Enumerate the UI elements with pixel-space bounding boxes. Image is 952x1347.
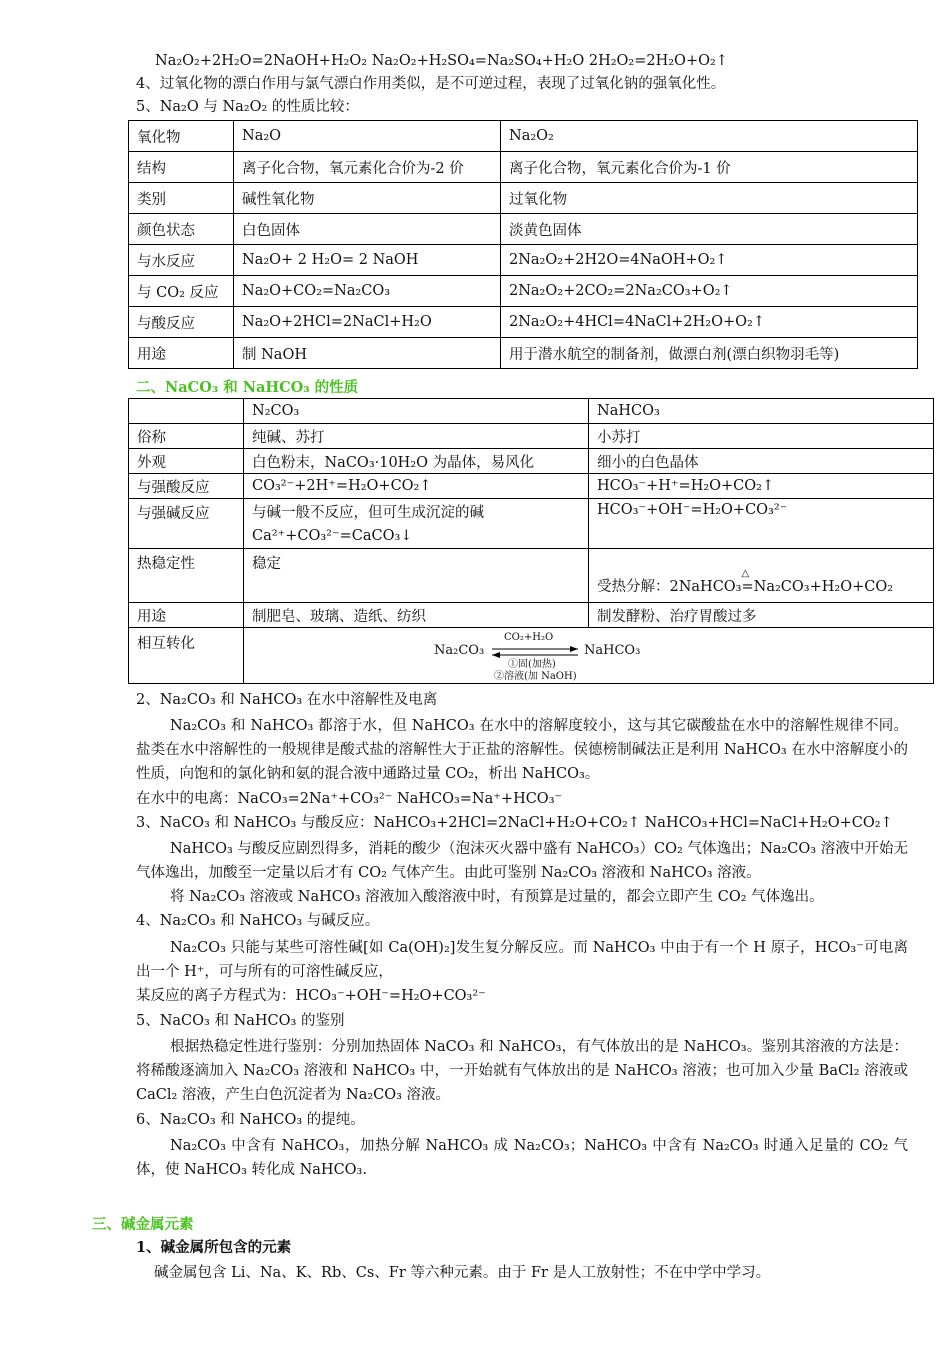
cell: 碱性氧化物 bbox=[234, 183, 501, 214]
cell: 与 CO₂ 反应 bbox=[129, 276, 234, 307]
cell: NaHCO₃ bbox=[589, 399, 934, 424]
para-base-reaction: Na₂CO₃ 只能与某些可溶性碱[如 Ca(OH)₂]发生复分解反应。而 NaHCO₃ 中由于有一个 H 原子，HCO₃⁻可电离出一个 H⁺，可与所有的可溶性碱反应， bbox=[136, 940, 908, 980]
cell: 离子化合物，氧元素化合价为-2 价 bbox=[234, 152, 501, 183]
nahco3-label: NaHCO₃ bbox=[584, 643, 641, 658]
cell: 2Na₂O₂+2CO₂=2Na₂CO₃+O₂↑ bbox=[501, 276, 918, 307]
cell: 稳定 bbox=[244, 549, 589, 603]
cell: Na₂O+ 2 H₂O= 2 NaOH bbox=[234, 245, 501, 276]
cell: 用于潜水航空的制备剂，做漂白剂(漂白织物羽毛等) bbox=[501, 338, 918, 369]
cell bbox=[129, 399, 244, 424]
cell: 与强碱反应 bbox=[129, 499, 244, 549]
table-row bbox=[129, 399, 934, 424]
na2co3-label: Na₂CO₃ bbox=[434, 643, 485, 658]
item-4: 4、过氧化物的漂白作用与氯气漂白作用类似，是不可逆过程，表现了过氧化钠的强氧化性。 bbox=[136, 76, 726, 92]
cell: 热稳定性 bbox=[129, 549, 244, 603]
table-row bbox=[129, 628, 934, 684]
para-heading-6: 6、Na₂CO₃ 和 NaHCO₃ 的提纯。 bbox=[136, 1112, 365, 1128]
table-row bbox=[129, 245, 918, 276]
para-acid-reaction: NaHCO₃ 与酸反应剧烈得多，消耗的酸少（泡沫灭火器中盛有 NaHCO₃）CO₂ 气体逸出；Na₂CO₃ 溶液中开始无气体逸出，加酸至一定量以后才有 CO₂ 气体产生。由此可鉴别 Na₂CO₃ 溶液和 NaHCO₃ 溶液。 bbox=[136, 841, 908, 881]
cell: 俗称 bbox=[129, 424, 244, 449]
cell: 外观 bbox=[129, 449, 244, 474]
cell: 相互转化 bbox=[129, 628, 244, 684]
cell: 制发酵粉、治疗胃酸过多 bbox=[589, 603, 934, 628]
cell: CO₃²⁻+2H⁺=H₂O+CO₂↑ bbox=[244, 474, 589, 499]
item-5: 5、Na₂O 与 Na₂O₂ 的性质比较： bbox=[136, 99, 359, 115]
cell: 2Na₂O₂+2H2O=4NaOH+O₂↑ bbox=[501, 245, 918, 276]
decompose-products: =Na₂CO₃+H₂O+CO₂ bbox=[741, 579, 894, 595]
cell: 白色固体 bbox=[234, 214, 501, 245]
arrow-bottom-label: ②溶液(加 NaOH) bbox=[494, 671, 577, 682]
para-acid-note: 将 Na₂CO₃ 溶液或 NaHCO₃ 溶液加入酸溶液中时，有预算是过量的，都会立即产生 CO₂ 气体逸出。 bbox=[170, 889, 824, 905]
cell: 小苏打 bbox=[589, 424, 934, 449]
cell: 与水反应 bbox=[129, 245, 234, 276]
cell: Na₂O₂ bbox=[501, 121, 918, 152]
cell: N₂CO₃ bbox=[244, 399, 589, 424]
para-ionic-equation: 某反应的离子方程式为：HCO₃⁻+OH⁻=H₂O+CO₃²⁻ bbox=[136, 988, 486, 1004]
equation-line: Na₂O₂+2H₂O=2NaOH+H₂O₂ Na₂O₂+H₂SO₄=Na₂SO₄+H₂O 2H₂O₂=2H₂O+O₂↑ bbox=[155, 53, 728, 69]
cell: 淡黄色固体 bbox=[501, 214, 918, 245]
para-solubility: Na₂CO₃ 和 NaHCO₃ 都溶于水，但 NaHCO₃ 在水中的溶解度较小，这与其它碳酸盐在水中的溶解性规律不同。盐类在水中溶解性的一般规律是酸式盐的溶解性大于正盐的溶解性。侯德榜制碱法正是利用 NaHCO₃ 在水中溶解度小的性质，向饱和的氯化钠和氨的混合液中通路过量 CO₂，析出 NaHCO₃。 bbox=[136, 718, 908, 782]
carbonate-table bbox=[128, 398, 934, 684]
table-row bbox=[129, 499, 934, 549]
table-row bbox=[129, 338, 918, 369]
cell: 过氧化物 bbox=[501, 183, 918, 214]
cell: 白色粉末，NaCO₃·10H₂O 为晶体，易风化 bbox=[244, 449, 589, 474]
table-row bbox=[129, 424, 934, 449]
table-row bbox=[129, 307, 918, 338]
cell: 结构 bbox=[129, 152, 234, 183]
cell: 细小的白色晶体 bbox=[589, 449, 934, 474]
table-row bbox=[129, 449, 934, 474]
cell: HCO₃⁻+H⁺=H₂O+CO₂↑ bbox=[589, 474, 934, 499]
table-row bbox=[129, 183, 918, 214]
cell: 颜色状态 bbox=[129, 214, 234, 245]
cell: 制肥皂、玻璃、造纸、纺织 bbox=[244, 603, 589, 628]
section-2-title: 二、NaCO₃ 和 NaHCO₃ 的性质 bbox=[136, 379, 359, 396]
cell: 2Na₂O₂+4HCl=4NaCl+2H₂O+O₂↑ bbox=[501, 307, 918, 338]
para-identification: 根据热稳定性进行鉴别：分别加热固体 NaCO₃ 和 NaHCO₃，有气体放出的是 NaHCO₃。鉴别其溶液的方法是：将稀酸逐滴加入 Na₂CO₃ 溶液和 NaHCO₃ 中，一开始就有气体放出的是 NaHCO₃ 溶液；也可加入少量 BaCl₂ 溶液或 CaCl₂ 溶液，产生白色沉淀者为 Na₂CO₃ 溶液。 bbox=[136, 1039, 908, 1103]
conversion-diagram bbox=[434, 632, 674, 682]
cell: 制 NaOH bbox=[234, 338, 501, 369]
table-row bbox=[129, 121, 918, 152]
cell: 与酸反应 bbox=[129, 307, 234, 338]
heat-mark: △ bbox=[741, 568, 750, 579]
arrow-top-label: CO₂+H₂O bbox=[504, 632, 554, 643]
cell: 与强酸反应 bbox=[129, 474, 244, 499]
para-ionization: 在水中的电离：NaCO₃=2Na⁺+CO₃²⁻ NaHCO₃=Na⁺+HCO₃⁻ bbox=[136, 791, 563, 807]
cell: Na₂O+2HCl=2NaCl+H₂O bbox=[234, 307, 501, 338]
section-3-sub1: 1、碱金属所包含的元素 bbox=[136, 1239, 292, 1256]
cell: 用途 bbox=[129, 338, 234, 369]
cell: Na₂O bbox=[234, 121, 501, 152]
cell-line: Ca²⁺+CO₃²⁻=CaCO₃↓ bbox=[252, 528, 413, 544]
table-row bbox=[129, 152, 918, 183]
para-heading-4: 4、Na₂CO₃ 和 NaHCO₃ 与碱反应。 bbox=[136, 913, 380, 929]
para-purification: Na₂CO₃ 中含有 NaHCO₃，加热分解 NaHCO₃ 成 Na₂CO₃；NaHCO₃ 中含有 Na₂CO₃ 时通入足量的 CO₂ 气体，使 NaHCO₃ 转化成 NaHCO₃. bbox=[136, 1138, 908, 1178]
cell: 纯碱、苏打 bbox=[244, 424, 589, 449]
table-row bbox=[129, 549, 934, 603]
cell bbox=[244, 499, 589, 549]
table-row bbox=[129, 214, 918, 245]
oxide-comparison-table bbox=[128, 120, 918, 369]
arrow-mid-label: ①固(加热) bbox=[508, 659, 556, 670]
cell: 类别 bbox=[129, 183, 234, 214]
para-heading-2: 2、Na₂CO₃ 和 NaHCO₃ 在水中溶解性及电离 bbox=[136, 692, 438, 708]
decompose-text: 受热分解：2NaHCO₃ bbox=[597, 579, 742, 595]
table-row bbox=[129, 276, 918, 307]
cell bbox=[589, 549, 934, 603]
section-3-title: 三、碱金属元素 bbox=[92, 1216, 194, 1233]
table-row bbox=[129, 603, 934, 628]
section-3-body: 碱金属包含 Li、Na、K、Rb、Cs、Fr 等六种元素。由于 Fr 是人工放射性；不在中学中学习。 bbox=[154, 1265, 771, 1281]
cell: 离子化合物，氧元素化合价为-1 价 bbox=[501, 152, 918, 183]
table-row bbox=[129, 474, 934, 499]
conversion-cell bbox=[244, 628, 934, 684]
cell: HCO₃⁻+OH⁻=H₂O+CO₃²⁻ bbox=[589, 499, 934, 549]
para-heading-3: 3、NaCO₃ 和 NaHCO₃ 与酸反应：NaHCO₃+2HCl=2NaCl+H₂O+CO₂↑ NaHCO₃+HCl=NaCl+H₂O+CO₂↑ bbox=[136, 815, 893, 831]
cell: Na₂O+CO₂=Na₂CO₃ bbox=[234, 276, 501, 307]
cell-line: 与碱一般不反应，但可生成沉淀的碱 bbox=[252, 505, 484, 521]
cell: 氧化物 bbox=[129, 121, 234, 152]
para-heading-5: 5、NaCO₃ 和 NaHCO₃ 的鉴别 bbox=[136, 1013, 345, 1029]
cell: 用途 bbox=[129, 603, 244, 628]
